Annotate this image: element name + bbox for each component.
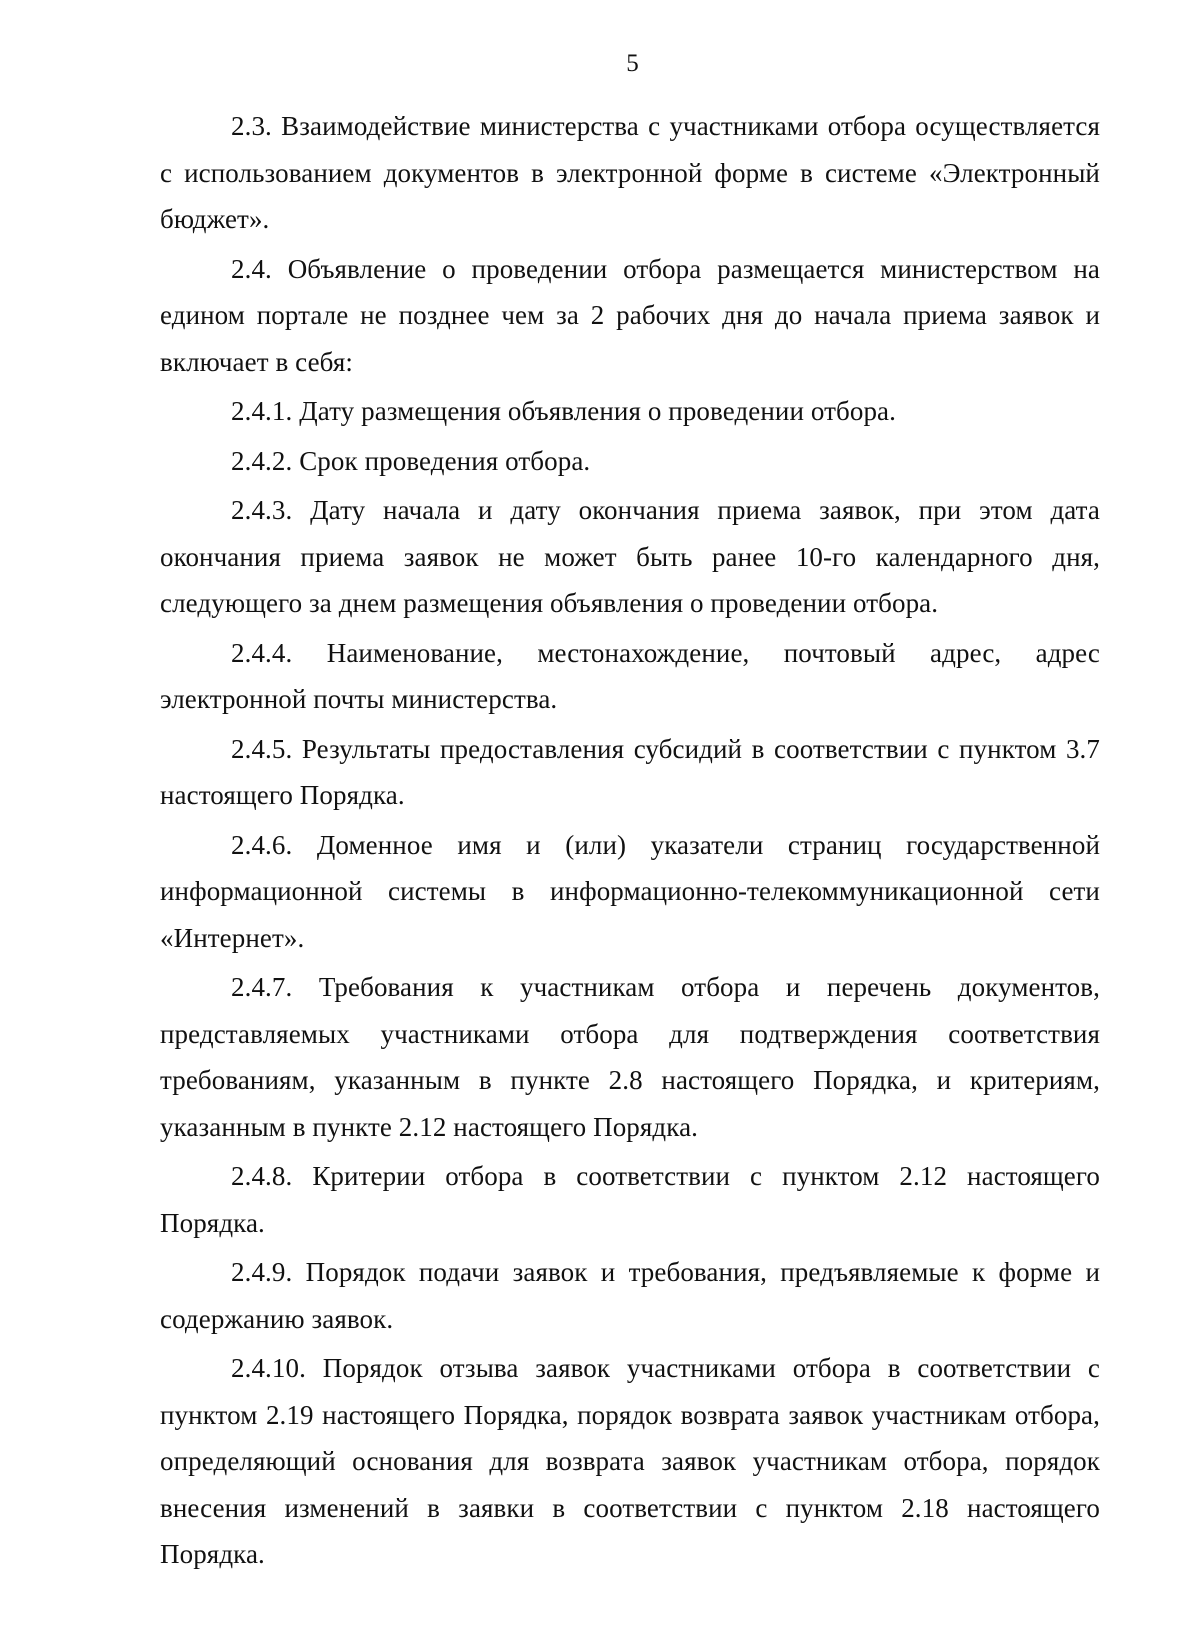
paragraph-2-4-2: 2.4.2. Срок проведения отбора. — [231, 445, 591, 476]
page-number: 5 — [626, 50, 639, 77]
paragraph-2-4: 2.4. Объявление о проведении отбора размещается министерством на едином портале не позднее чем за 2 рабочих дня до начала приема заявок и включает в себя: — [160, 253, 1100, 377]
paragraph-2-4-3: 2.4.3. Дату начала и дату окончания приема заявок, при этом дата окончания приема заявок не может быть ранее 10-го календарного дня, следующего за днем размещения объявления о проведении отбора. — [160, 495, 1100, 618]
paragraph-2-4-9: 2.4.9. Порядок подачи заявок и требования, предъявляемые к форме и содержанию заявок. — [160, 1257, 1100, 1334]
paragraph-2-4-10: 2.4.10. Порядок отзыва заявок участниками отбора в соответствии с пунктом 2.19 настоящего Порядка, порядок возврата заявок участникам отбора, определяющий основания для возврата заявок участникам отбора, порядок внесения изменений в заявки в соответствии с пунктом 2.18 настоящего Порядка. — [160, 1353, 1100, 1569]
paragraph-2-4-8: 2.4.8. Критерии отбора в соответствии с пунктом 2.12 настоящего Порядка. — [160, 1161, 1100, 1238]
paragraph-2-4-1: 2.4.1. Дату размещения объявления о проведении отбора. — [231, 396, 896, 426]
paragraph-2-4-4: 2.4.4. Наименование, местонахождение, почтовый адрес, адрес электронной почты министерства. — [160, 637, 1100, 714]
paragraph-2-3: 2.3. Взаимодействие министерства с участниками отбора осуществляется с использованием документов в электронной форме в системе «Электронный бюджет». — [160, 111, 1100, 234]
paragraph-2-4-7: 2.4.7. Требования к участникам отбора и перечень документов, представляемых участниками отбора для подтверждения соответствия требованиям, указанным в пункте 2.8 настоящего Порядка, и критериям, указанным в пункте 2.12 настоящего Порядка. — [160, 972, 1100, 1142]
document-body — [160, 103, 1100, 1581]
paragraph-2-4-6: 2.4.6. Доменное имя и (или) указатели страниц государственной информационной системы в информационно-телекоммуникационной сети «Интернет». — [160, 829, 1100, 953]
paragraph-2-4-5: 2.4.5. Результаты предоставления субсидий в соответствии с пунктом 3.7 настоящего Порядка. — [160, 733, 1100, 810]
